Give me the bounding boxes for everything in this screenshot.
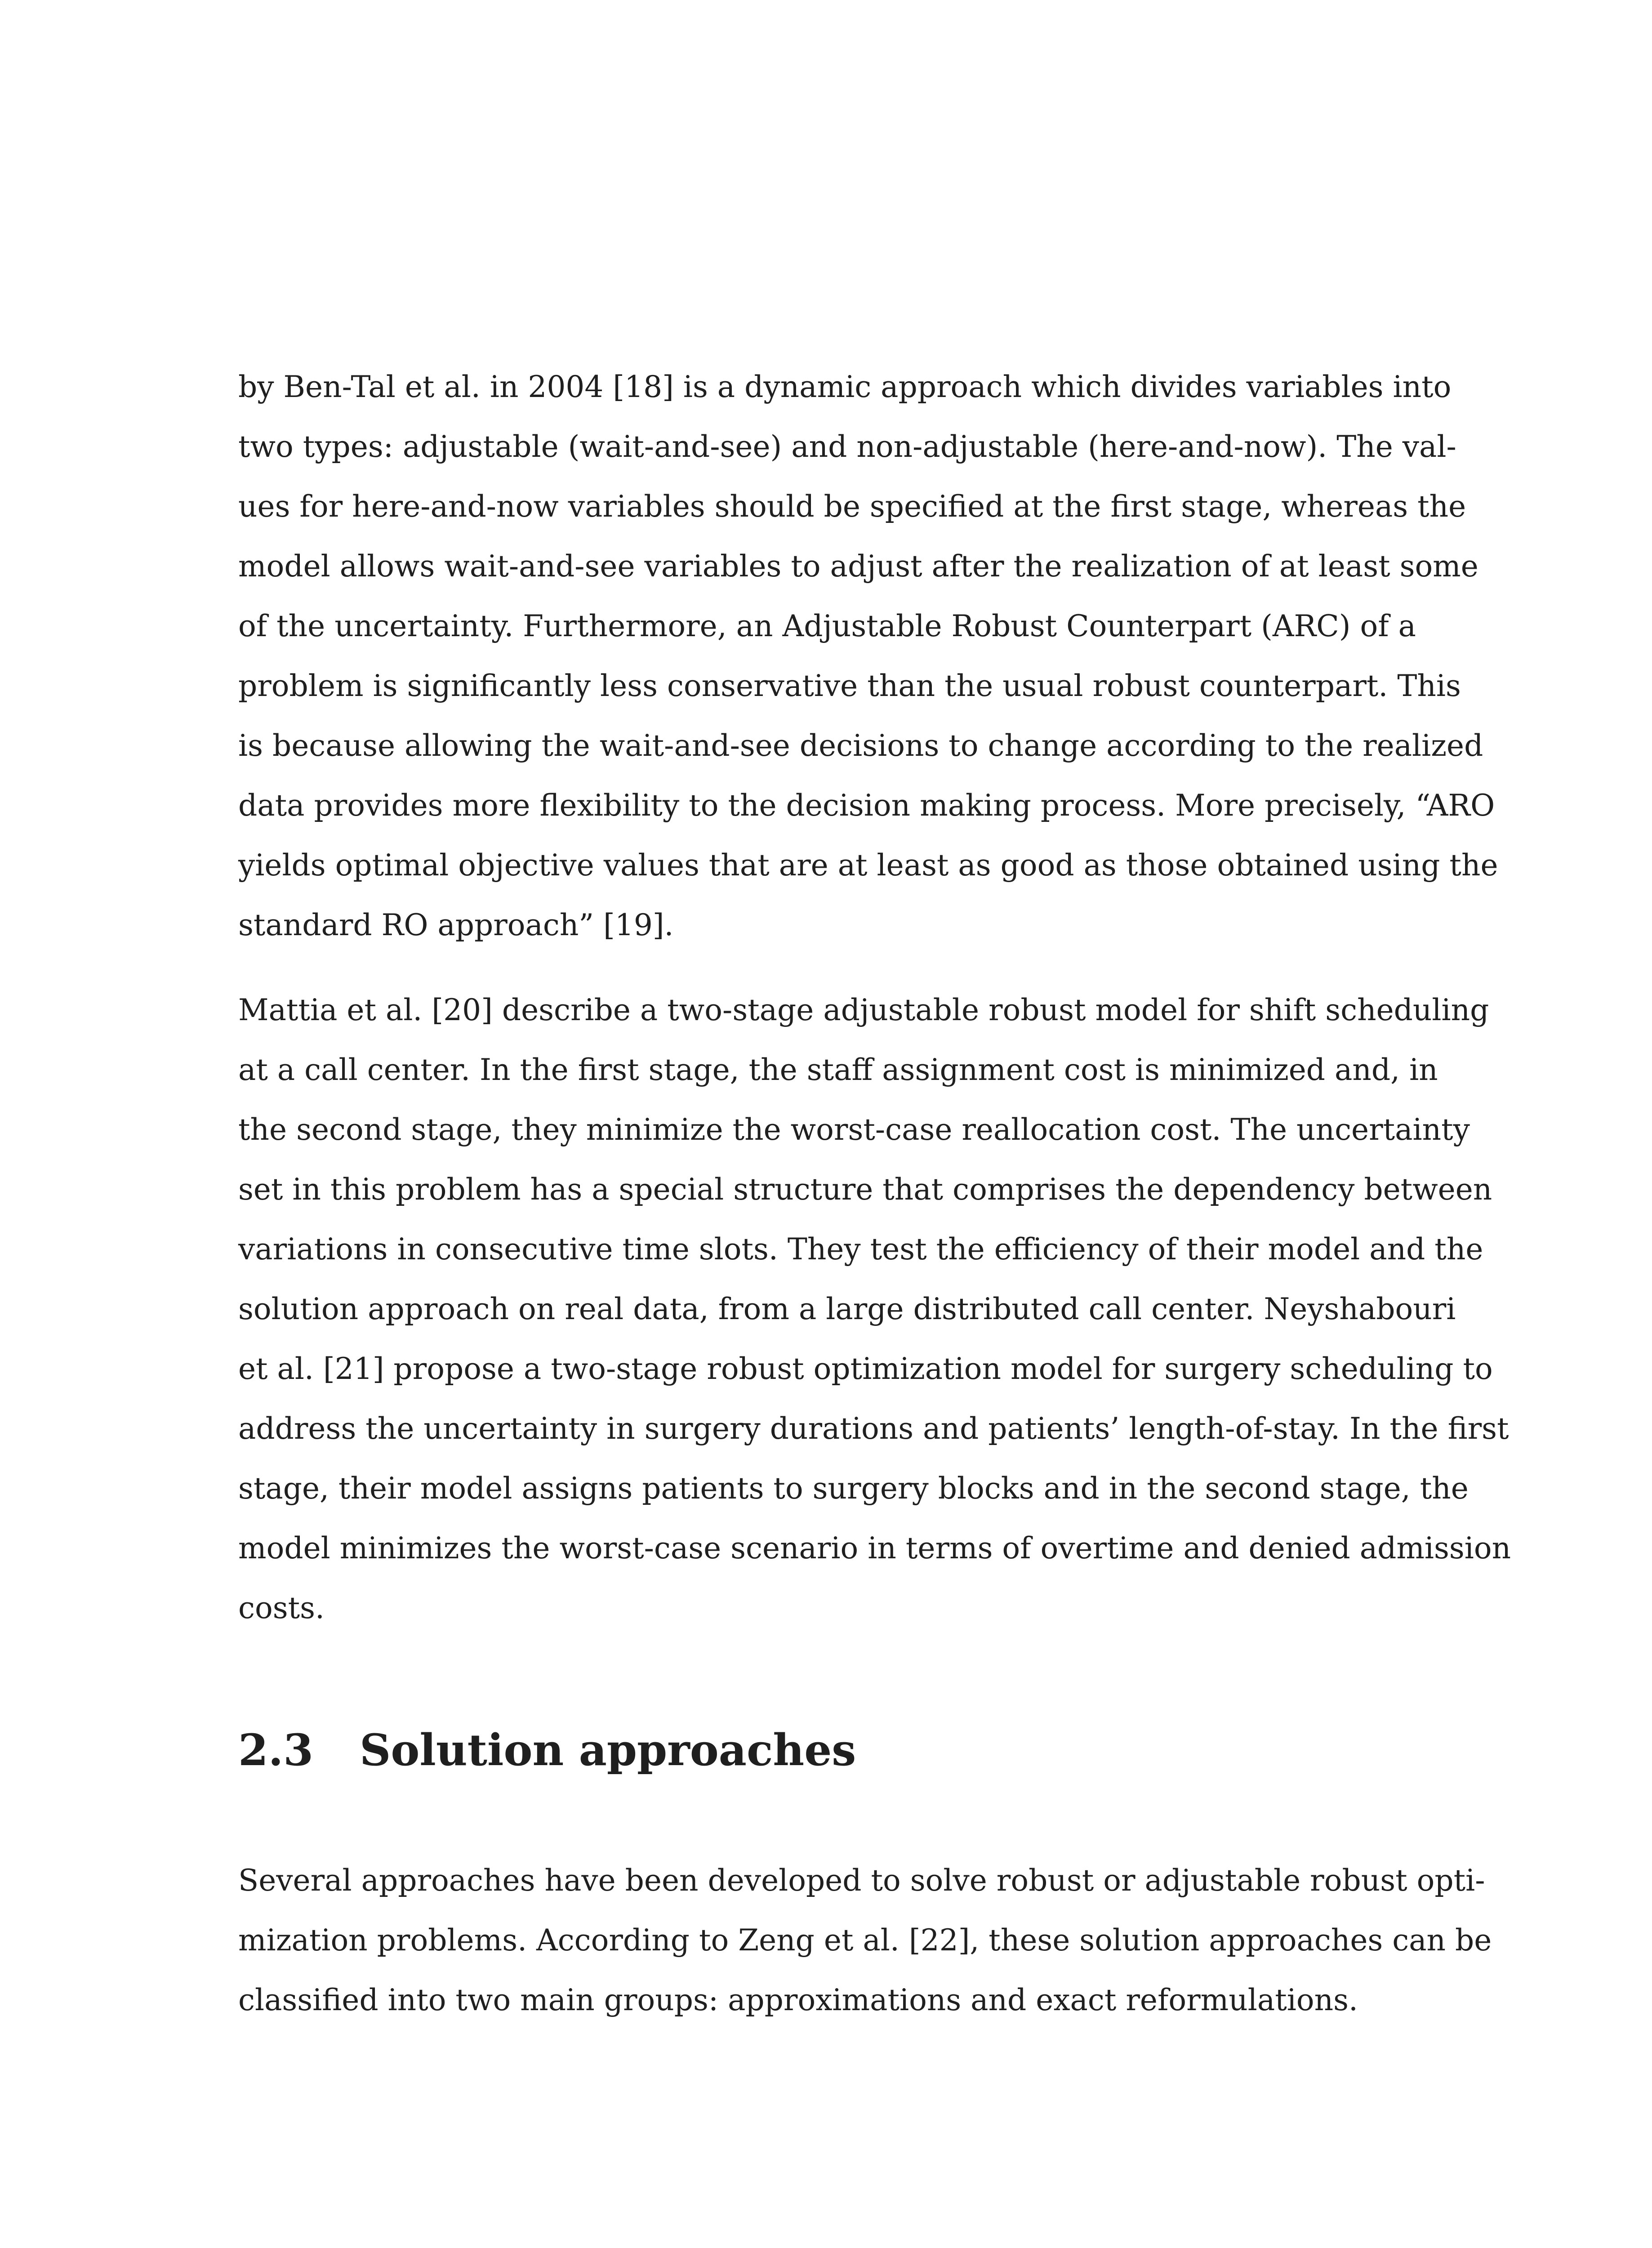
text-line: by Ben-Tal et al. in 2004 [18] is a dynamic approach which divides variables into bbox=[238, 370, 1452, 404]
text-line: is because allowing the wait-and-see decisions to change according to the realized bbox=[238, 728, 1483, 763]
text-line: two types: adjustable (wait-and-see) and non-adjustable (here-and-now). The val- bbox=[238, 429, 1456, 464]
text-line: yields optimal objective values that are at least as good as those obtained using the bbox=[238, 848, 1498, 883]
text-line: costs. bbox=[238, 1591, 325, 1625]
text-line: problem is significantly less conservative than the usual robust counterpart. This bbox=[238, 669, 1461, 703]
text-line: the second stage, they minimize the worst-case reallocation cost. The uncertainty bbox=[238, 1112, 1470, 1147]
text-line: standard RO approach” [19]. bbox=[238, 908, 674, 942]
section-heading bbox=[238, 1717, 856, 1784]
text-line: address the uncertainty in surgery durations and patients’ length-of-stay. In the first bbox=[238, 1411, 1509, 1446]
text-line: stage, their model assigns patients to surgery blocks and in the second stage, the bbox=[238, 1471, 1469, 1506]
text-line: solution approach on real data, from a large distributed call center. Neyshabouri bbox=[238, 1292, 1456, 1326]
text-line: ues for here-and-now variables should be specified at the first stage, whereas the bbox=[238, 489, 1466, 524]
text-line: model minimizes the worst-case scenario in terms of overtime and denied admission bbox=[238, 1531, 1511, 1566]
text-line: variations in consecutive time slots. They test the efficiency of their model and the bbox=[238, 1232, 1483, 1267]
text-line: classified into two main groups: approximations and exact reformulations. bbox=[238, 1983, 1358, 2017]
text-line: model allows wait-and-see variables to adjust after the realization of at least some bbox=[238, 549, 1478, 584]
text-line: at a call center. In the first stage, the staff assignment cost is minimized and, in bbox=[238, 1053, 1438, 1087]
text-line: et al. [21] propose a two-stage robust optimization model for surgery scheduling to bbox=[238, 1351, 1493, 1386]
text-line: of the uncertainty. Furthermore, an Adjustable Robust Counterpart (ARC) of a bbox=[238, 609, 1416, 643]
section-title: Solution approaches bbox=[360, 1725, 856, 1775]
text-line: Several approaches have been developed to solve robust or adjustable robust opti- bbox=[238, 1863, 1485, 1898]
text-line: set in this problem has a special structure that comprises the dependency between bbox=[238, 1172, 1492, 1207]
text-line: mization problems. According to Zeng et al. [22], these solution approaches can be bbox=[238, 1923, 1492, 1958]
text-line: Mattia et al. [20] describe a two-stage adjustable robust model for shift scheduling bbox=[238, 993, 1489, 1027]
text-line: data provides more flexibility to the decision making process. More precisely, “ARO bbox=[238, 788, 1495, 823]
section-number: 2.3 bbox=[238, 1725, 314, 1775]
